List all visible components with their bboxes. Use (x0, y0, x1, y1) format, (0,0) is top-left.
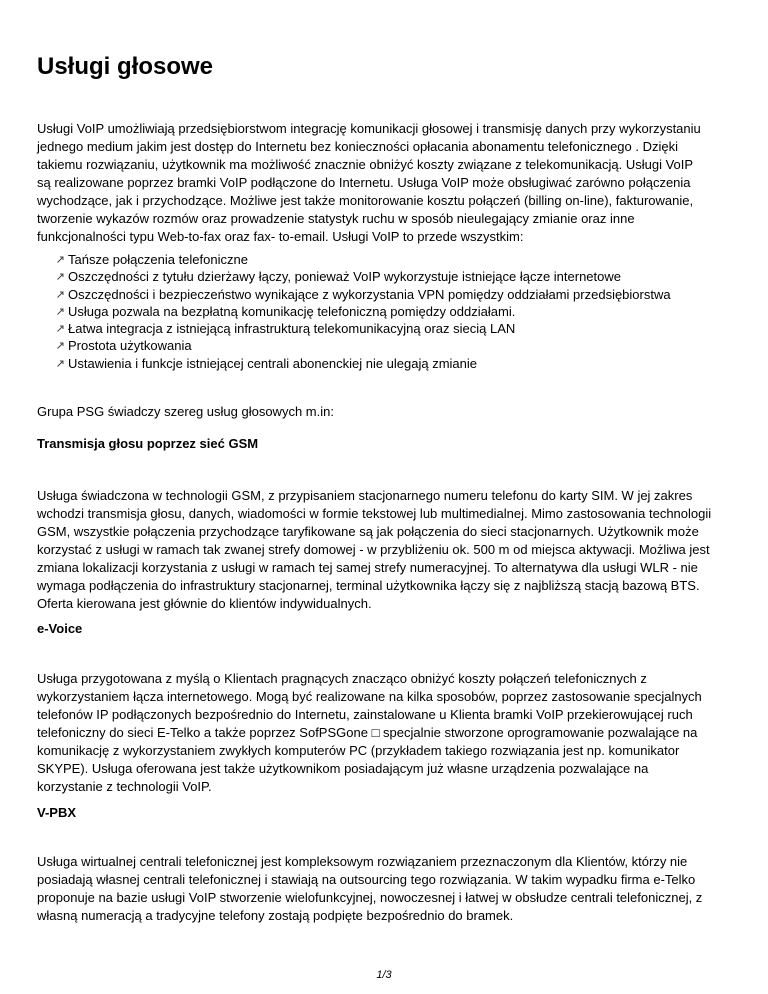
list-item-text: Usługa pozwala na bezpłatną komunikację telefoniczną pomiędzy oddziałami. (68, 303, 516, 319)
group-intro: Grupa PSG świadczy szereg usług głosowych m.in: (37, 404, 334, 419)
list-item-text: Prostota użytkowania (68, 338, 192, 354)
section-heading-evoice: e-Voice (37, 621, 83, 636)
arrow-bullet-icon (57, 308, 64, 315)
list-item-text: Oszczędności i bezpieczeństwo wynikające z wykorzystania VPN pomiędzy oddziałami przedsiębiorstwa (68, 286, 671, 302)
list-item-text: Tańsze połączenia telefoniczne (68, 252, 248, 267)
list-item-text: Ustawienia i funkcje istniejącej centrali abonenckiej nie ulegają zmianie (68, 355, 478, 371)
list-item (37, 251, 671, 268)
page-title: Usługi głosowe (37, 53, 214, 80)
section-body-vpbx: Usługa wirtualnej centrali telefonicznej jest kompleksowym rozwiązaniem przeznaczonym dla Klientów, którzy nie posiadają własnej centrali telefonicznej i stawiają na outsourcing tego rozwiązania. W takim wypadku firma e-Telko proponuje na bazie usługi VoIP stworzenie wielofunkcyjnej, nowoczesnej i łatwej w obsłudze centrali telefonicznej, z własną numeracją a tradycyjne telefony zostają podpięte bezpośrednio do bramek. (37, 854, 703, 923)
arrow-bullet-icon (57, 342, 64, 349)
section-heading-gsm: Transmisja głosu poprzez sieć GSM (37, 436, 259, 451)
arrow-bullet-icon (57, 273, 64, 280)
list-item (37, 268, 671, 285)
list-item-text: Oszczędności z tytułu dzierżawy łączy, ponieważ VoIP wykorzystuje istniejące łącze internetowe (68, 269, 621, 285)
arrow-bullet-icon (57, 325, 64, 332)
arrow-bullet-icon (57, 360, 64, 367)
list-item (37, 355, 671, 372)
section-body-evoice: Usługa przygotowana z myślą o Klientach pragnących znacząco obniżyć koszty połączeń telefonicznych z wykorzystaniem łącza internetowego. Mogą być realizowane na kilka sposobów, poprzez zastosowanie specjalnych telefonów IP podłączonych bezpośrednio do Internetu, zainstalowane u Klienta bramki VoIP przekierowującej ruch telefoniczny do sieci E-Telko a także poprzez SofPSGone □ specjalnie stworzone oprogramowanie pozwalające na komunikację z wykorzystaniem zwykłych komputerów PC (przykładem takiego rozwiązania jest np. komunikator SKYPE). Usługa oferowana jest także użytkownikom posiadającym już własne urządzenia pozwalające na korzystanie z technologii VoIP. (37, 671, 702, 794)
intro-paragraph: Usługi VoIP umożliwiają przedsiębiorstwom integrację komunikacji głosowej i transmisję danych przy wykorzystaniu jednego medium jakim jest dostęp do Internetu bez konieczności opłacania abonamentu telefonicznego . Dzięki takiemu rozwiązaniu, użytkownik ma możliwość znacznie obniżyć koszty związane z telekomunikacją. Usługi VoIP są realizowane poprzez bramki VoIP podłączone do Internetu. Usługa VoIP może obsługiwać zarówno połączenia wychodzące, jak i przychodzące. Możliwe jest także monitorowanie kosztu połączeń (billing on-line), fakturowanie, tworzenie wykazów rozmów oraz prowadzenie statystyk ruchu w sposób nieulegający zmianie oraz inne funkcjonalności typu Web-to-fax oraz fax- to-email. Usługi VoIP to przede wszystkim: (37, 121, 701, 244)
page-number: 1/3 (376, 969, 392, 981)
section-heading-vpbx: V-PBX (37, 805, 77, 820)
list-item (37, 303, 671, 320)
benefits-list (37, 251, 671, 372)
list-item (37, 337, 671, 354)
arrow-bullet-icon (57, 256, 64, 263)
list-item (37, 286, 671, 303)
section-body-gsm: Usługa świadczona w technologii GSM, z przypisaniem stacjonarnego numeru telefonu do karty SIM. W jej zakres wchodzi transmisja głosu, danych, wiadomości w formie tekstowej lub multimedialnej. Mimo zastosowania technologii GSM, wszystkie połączenia przychodzące taryfikowane są jak połączenia do sieci stacjonarnych. Użytkownik może korzystać z usługi w ramach tak zwanej strefy domowej - w przybliżeniu ok. 500 m od miejsca aktywacji. Możliwa jest zmiana lokalizacji korzystania z usługi w ramach tej samej strefy numeracyjnej. To alternatywa dla usługi WLR - nie wymaga podłączenia do infrastruktury stacjonarnej, terminal użytkownika łączy się z najbliższą stacją bazową BTS. Oferta kierowana jest głównie do klientów indywidualnych. (37, 488, 712, 611)
arrow-bullet-icon (57, 291, 64, 298)
list-item-text: Łatwa integracja z istniejącą infrastrukturą telekomunikacyjną oraz siecią LAN (68, 321, 516, 337)
list-item (37, 320, 671, 337)
